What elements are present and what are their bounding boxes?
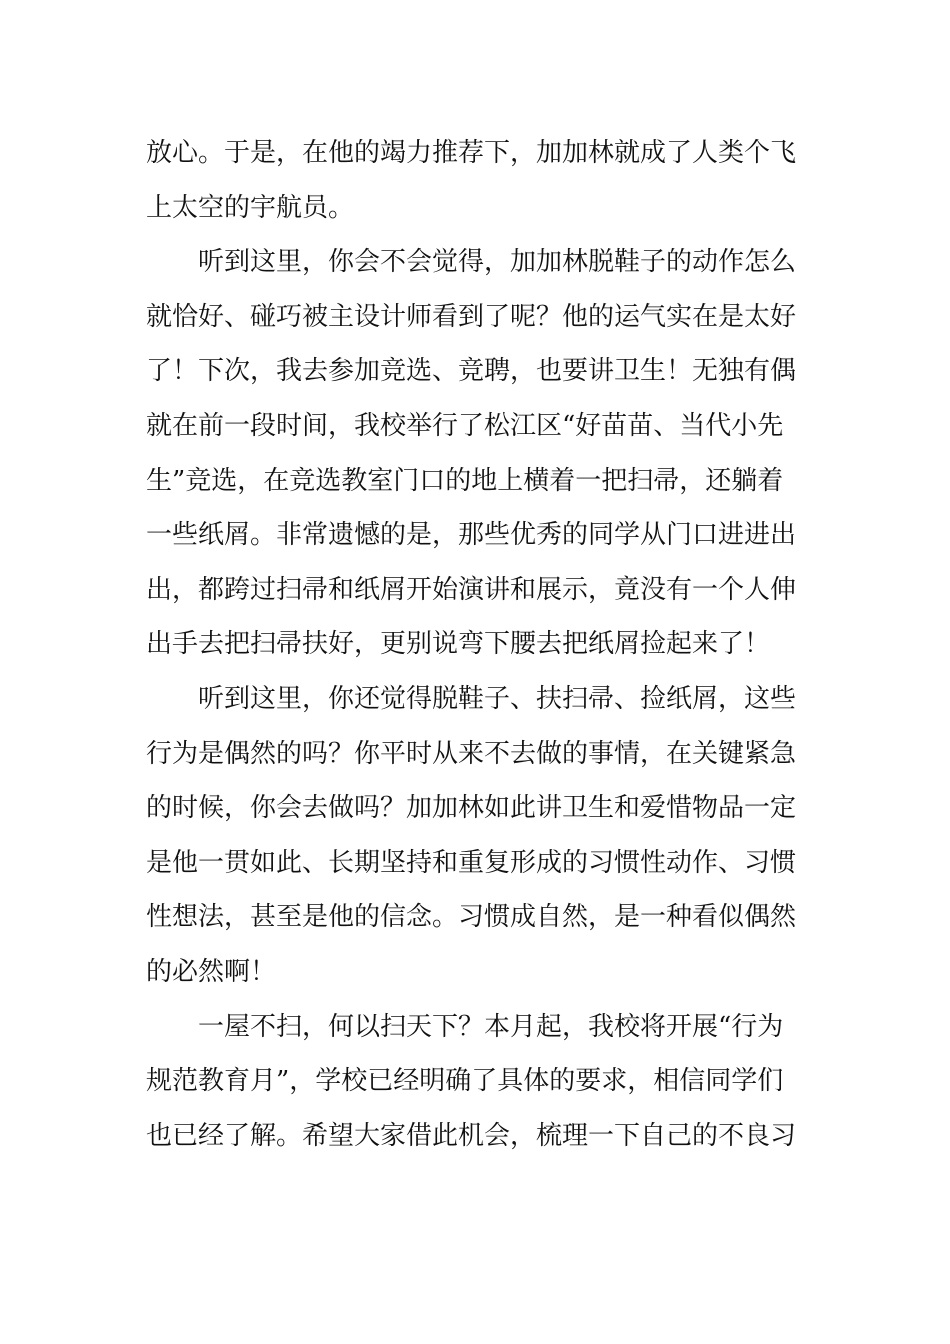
text-line: 出手去把扫帚扶好，更别说弯下腰去把纸屑捡起来了！ [146, 629, 771, 660]
paragraph-start-line: 一屋不扫，何以扫天下？本月起，我校将开展“行为 [198, 1011, 784, 1042]
text-line: 出，都跨过扫帚和纸屑开始演讲和展示，竟没有一个人伸 [146, 574, 797, 605]
text-line: 放心。于是，在他的竭力推荐下，加加林就成了人类个飞 [146, 138, 797, 168]
text-line: 一些纸屑。非常遗憾的是，那些优秀的同学从门口进进出 [146, 520, 797, 551]
text-line: 性想法，甚至是他的信念。习惯成自然，是一种看似偶然 [146, 902, 797, 933]
paragraph-start-line: 听到这里，你还觉得脱鞋子、扶扫帚、捡纸屑，这些 [198, 683, 797, 714]
text-line: 了！下次，我去参加竞选、竞聘，也要讲卫生！无独有偶 [146, 356, 797, 387]
text-line: 规范教育月”，学校已经明确了具体的要求，相信同学们 [146, 1066, 784, 1097]
text-line: 的时候，你会去做吗？加加林如此讲卫生和爱惜物品一定 [146, 793, 797, 824]
text-line: 就在前一段时间，我校举行了松江区“好苗苗、当代小先 [146, 410, 784, 441]
text-line: 行为是偶然的吗？你平时从来不去做的事情，在关键紧急 [146, 738, 797, 769]
text-line: 就恰好、碰巧被主设计师看到了呢？他的运气实在是太好 [146, 301, 797, 332]
text-line: 上太空的宇航员。 [146, 192, 355, 223]
body-text [146, 126, 826, 1163]
text-line: 生”竞选，在竞选教室门口的地上横着一把扫帚，还躺着 [146, 465, 784, 496]
paragraph-start-line: 听到这里，你会不会觉得，加加林脱鞋子的动作怎么 [198, 247, 797, 278]
text-line: 也已经了解。希望大家借此机会，梳理一下自己的不良习 [146, 1120, 797, 1151]
text-line: 的必然啊！ [146, 956, 277, 987]
text-line: 是他一贯如此、长期坚持和重复形成的习惯性动作、习惯 [146, 847, 797, 878]
